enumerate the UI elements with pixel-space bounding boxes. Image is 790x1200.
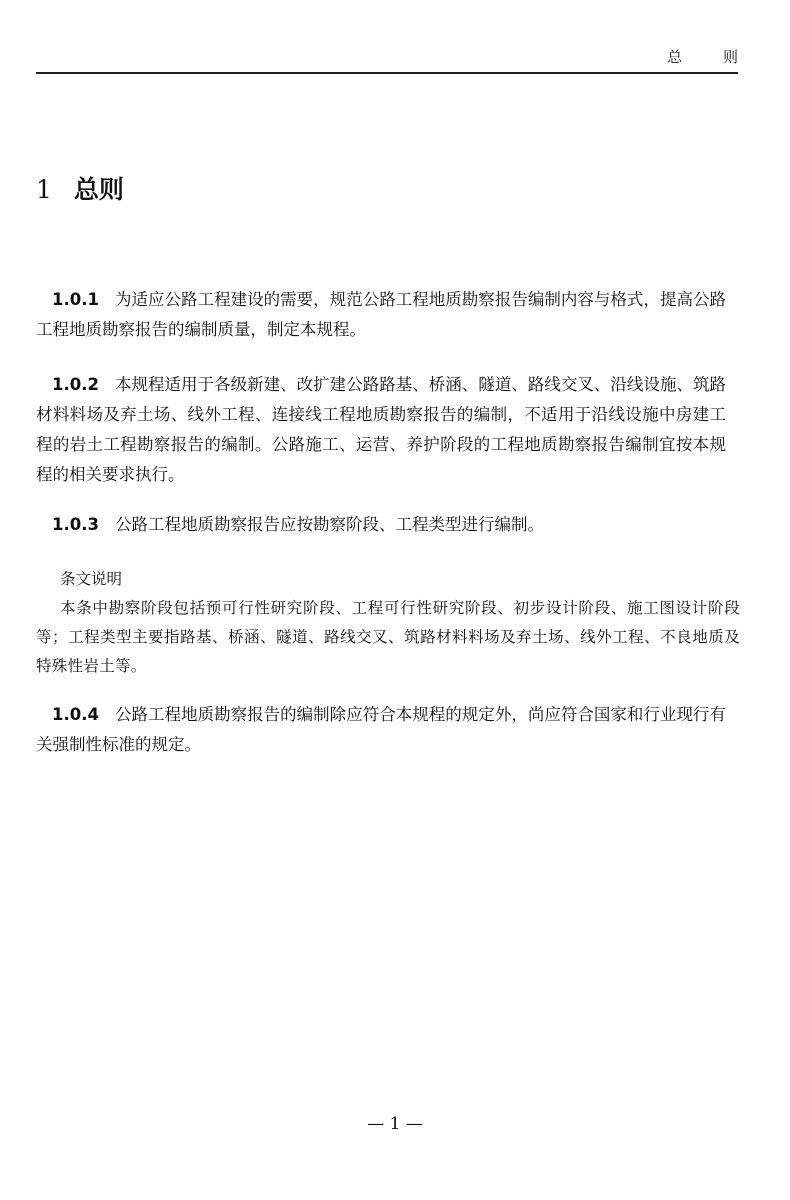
clause-number: 1.0.2 [52,375,99,394]
clause-explanation [36,565,740,681]
clause-text: 公路工程地质勘察报告的编制除应符合本规程的规定外，尚应符合国家和行业现行有关强制性标准的规定。 [36,705,726,754]
chapter-title [36,170,124,206]
chapter-number: 1 [36,175,52,204]
running-header [36,42,756,74]
clause-number: 1.0.4 [52,705,99,724]
running-header-title: 总 则 [667,48,756,66]
clause-1-0-3 [36,510,726,540]
page-number: — 1 — [367,1114,423,1134]
clause-explanation-title: 条文说明 [60,570,123,588]
clause-text: 本规程适用于各级新建、改扩建公路路基、桥涵、隧道、路线交叉、沿线设施、筑路材料料场及弃土场、线外工程、连接线工程地质勘察报告的编制，不适用于沿线设施中房建工程的岩土工程勘察报告的编制。公路施工、运营、养护阶段的工程地质勘察报告编制宜按本规程的相关要求执行。 [36,375,726,484]
clause-explanation-body: 本条中勘察阶段包括预可行性研究阶段、工程可行性研究阶段、初步设计阶段、施工图设计阶段等；工程类型主要指路基、桥涵、隧道、路线交叉、筑路材料料场及弃土场、线外工程、不良地质及特殊性岩土等。 [36,599,740,675]
clause-text: 公路工程地质勘察报告应按勘察阶段、工程类型进行编制。 [114,515,544,534]
clause-number: 1.0.3 [52,515,99,534]
clause-text: 为适应公路工程建设的需要，规范公路工程地质勘察报告编制内容与格式，提高公路工程地质勘察报告的编制质量，制定本规程。 [36,290,726,339]
clause-1-0-4 [36,700,726,760]
clause-number: 1.0.1 [52,290,99,309]
clause-1-0-1 [36,285,726,345]
chapter-title-text: 总则 [73,175,124,204]
clause-1-0-2 [36,370,726,490]
